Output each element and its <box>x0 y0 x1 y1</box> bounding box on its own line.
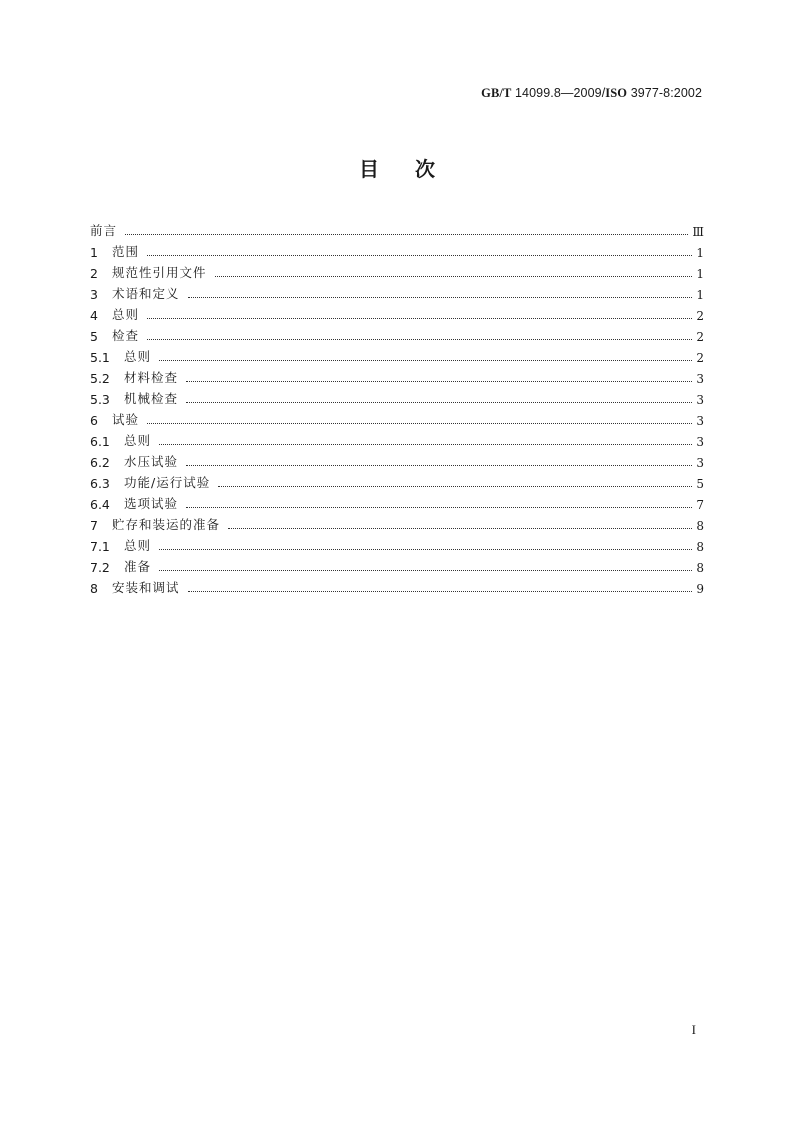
toc-entry-label: 范围 <box>112 244 140 259</box>
toc-entry-page: 3 <box>696 435 704 449</box>
toc-entry[interactable] <box>90 428 704 449</box>
toc-entry-number: 4 <box>90 308 98 323</box>
toc-entry-page: 1 <box>696 288 704 302</box>
toc-entry[interactable] <box>90 365 704 386</box>
toc-leader-dots <box>228 528 692 529</box>
toc-entry-page: 8 <box>696 561 704 575</box>
toc-entry-page: 8 <box>696 540 704 554</box>
toc-entry-page: 3 <box>696 372 704 386</box>
toc-entry-label: 功能/运行试验 <box>124 475 211 490</box>
document-code-iso-number: 3977-8:2002 <box>630 86 702 100</box>
toc-entry-label: 机械检查 <box>124 391 179 406</box>
toc-entry-page: 1 <box>696 246 704 260</box>
document-code-number: 14099.8—2009/ <box>515 86 606 100</box>
toc-leader-dots <box>125 234 688 235</box>
toc-leader-dots <box>188 591 692 592</box>
toc-entry-label: 安装和调试 <box>112 580 180 595</box>
toc-entry[interactable] <box>90 386 704 407</box>
toc-entry-number: 6.3 <box>90 476 110 491</box>
toc-entry[interactable] <box>90 302 704 323</box>
toc-entry[interactable] <box>90 491 704 512</box>
toc-entry[interactable] <box>90 449 704 470</box>
toc-leader-dots <box>159 549 692 550</box>
toc-entry-number: 2 <box>90 266 98 281</box>
toc-entry-label: 检查 <box>112 328 140 343</box>
toc-entry[interactable] <box>90 218 704 239</box>
toc-leader-dots <box>215 276 692 277</box>
toc-entry-number: 5.1 <box>90 350 110 365</box>
toc-entry-number: 8 <box>90 581 98 596</box>
toc-entry-number: 6.1 <box>90 434 110 449</box>
toc-entry[interactable] <box>90 260 704 281</box>
toc-entry-label: 准备 <box>124 559 152 574</box>
toc-entry-page: 2 <box>696 309 704 323</box>
toc-entry[interactable] <box>90 533 704 554</box>
toc-entry-number: 6.2 <box>90 455 110 470</box>
toc-entry[interactable] <box>90 575 704 596</box>
toc-entry-page: 1 <box>696 267 704 281</box>
toc-entry-number: 5.2 <box>90 371 110 386</box>
toc-entry[interactable] <box>90 407 704 428</box>
document-code <box>481 86 702 101</box>
toc-entry-number: 6.4 <box>90 497 110 512</box>
toc-leader-dots <box>218 486 692 487</box>
toc-entry-page: 5 <box>696 477 704 491</box>
toc-entry-page: 8 <box>696 519 704 533</box>
toc-entry-page: 3 <box>696 414 704 428</box>
toc-entry-label: 前言 <box>90 223 118 238</box>
toc-leader-dots <box>147 255 692 256</box>
document-code-iso: ISO <box>605 86 628 100</box>
toc-entry-label: 试验 <box>112 412 140 427</box>
document-code-prefix: GB/T <box>481 86 512 100</box>
toc-entry[interactable] <box>90 344 704 365</box>
toc-entry-number: 5.3 <box>90 392 110 407</box>
toc-leader-dots <box>186 507 692 508</box>
toc-leader-dots <box>147 423 692 424</box>
toc-entry-page: 3 <box>696 456 704 470</box>
toc-entry[interactable] <box>90 470 704 491</box>
toc-entry-page: 3 <box>696 393 704 407</box>
toc-entry-number: 1 <box>90 245 98 260</box>
toc-entry-number: 5 <box>90 329 98 344</box>
toc-title: 目次 <box>359 157 471 181</box>
toc-entry[interactable] <box>90 323 704 344</box>
toc-entry-label: 总则 <box>124 349 152 364</box>
toc-entry-label: 选项试验 <box>124 496 179 511</box>
toc-entry-label: 水压试验 <box>124 454 179 469</box>
toc-entry-number: 6 <box>90 413 98 428</box>
toc-entry-number: 7 <box>90 518 98 533</box>
toc-entry-number: 7.2 <box>90 560 110 575</box>
toc-entry-label: 贮存和装运的准备 <box>112 517 221 532</box>
toc-entry-label: 规范性引用文件 <box>112 265 207 280</box>
toc-leader-dots <box>188 297 692 298</box>
toc-leader-dots <box>159 444 692 445</box>
toc-leader-dots <box>147 318 692 319</box>
toc-leader-dots <box>186 402 692 403</box>
toc-entry[interactable] <box>90 554 704 575</box>
toc-leader-dots <box>186 381 692 382</box>
toc-entry-label: 总则 <box>124 538 152 553</box>
toc-entry-number: 7.1 <box>90 539 110 554</box>
toc-leader-dots <box>159 570 692 571</box>
toc-entry-page: 7 <box>696 498 704 512</box>
toc-entry[interactable] <box>90 512 704 533</box>
toc-entry[interactable] <box>90 239 704 260</box>
toc-entry-label: 材料检查 <box>124 370 179 385</box>
toc-entry-label: 总则 <box>112 307 140 322</box>
page-number: I <box>691 1022 696 1037</box>
toc-entry-label: 术语和定义 <box>112 286 180 301</box>
toc-entry-label: 总则 <box>124 433 152 448</box>
toc-entry-page: 2 <box>696 351 704 365</box>
toc-leader-dots <box>159 360 692 361</box>
toc-entry-page: Ⅲ <box>692 225 704 239</box>
toc-entry-page: 9 <box>696 582 704 596</box>
toc-leader-dots <box>186 465 692 466</box>
toc-entry-number: 3 <box>90 287 98 302</box>
table-of-contents <box>90 218 704 596</box>
toc-leader-dots <box>147 339 692 340</box>
toc-entry-page: 2 <box>696 330 704 344</box>
toc-entry[interactable] <box>90 281 704 302</box>
